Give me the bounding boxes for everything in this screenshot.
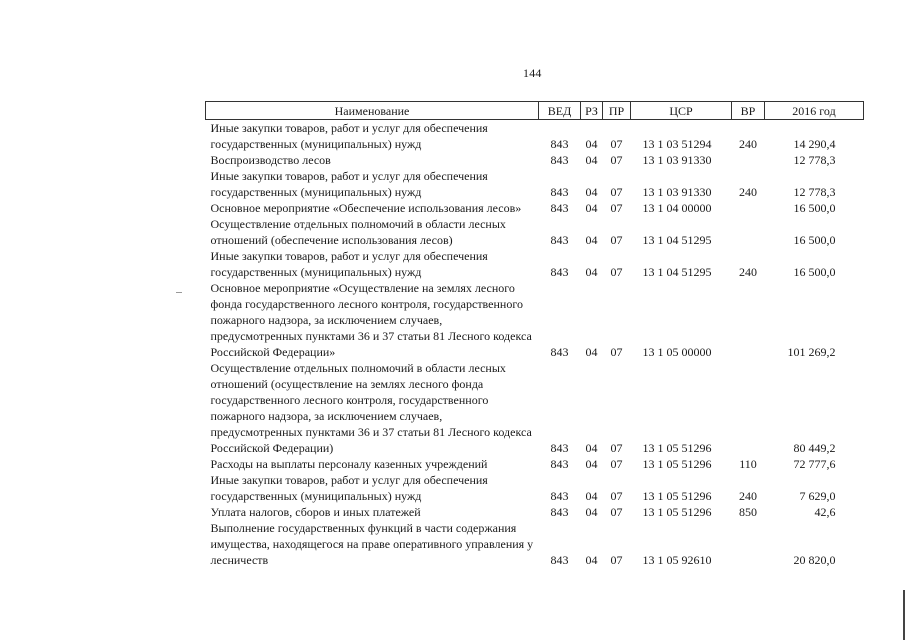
cell-pr: 07 — [610, 201, 623, 215]
cell-ved: 843 — [550, 201, 569, 215]
header-name: Наименование — [206, 102, 539, 120]
header-pr: ПР — [603, 102, 631, 120]
cell-pr: 07 — [610, 233, 623, 247]
cell-sum: 12 778,3 — [793, 153, 836, 167]
table-body — [206, 120, 864, 569]
cell-csr: 13 1 04 51295 — [642, 233, 712, 247]
table-row — [206, 504, 864, 520]
cell-csr: 13 1 05 51296 — [642, 441, 712, 455]
cell-rz: 04 — [585, 233, 598, 247]
cell-sum: 20 820,0 — [793, 553, 836, 567]
table-row — [206, 152, 864, 168]
cell-ved: 843 — [550, 153, 569, 167]
table-row — [206, 120, 864, 153]
cell-csr: 13 1 03 91330 — [642, 153, 712, 167]
cell-ved: 843 — [550, 505, 569, 519]
cell-sum: 16 500,0 — [793, 201, 836, 215]
cell-ved: 843 — [550, 345, 569, 359]
cell-vr — [732, 280, 765, 360]
cell-csr: 13 1 03 51294 — [642, 137, 712, 151]
header-vr: ВР — [732, 102, 765, 120]
cell-name: Иные закупки товаров, работ и услуг для обеспечения государственных (муниципальных) нужд — [210, 249, 488, 279]
cell-sum: 80 449,2 — [793, 441, 836, 455]
cell-name: Воспроизводство лесов — [210, 153, 331, 167]
table-row — [206, 456, 864, 472]
cell-csr: 13 1 04 51295 — [642, 265, 712, 279]
cell-vr: 240 — [739, 185, 757, 199]
cell-csr: 13 1 05 51296 — [642, 457, 712, 471]
cell-csr: 13 1 03 91330 — [642, 185, 712, 199]
cell-pr: 07 — [610, 137, 623, 151]
cell-vr — [732, 520, 765, 568]
cell-vr: 240 — [739, 489, 757, 503]
page-number: 144 — [523, 66, 542, 80]
cell-ved: 843 — [550, 185, 569, 199]
cell-name: Осуществление отдельных полномочий в области лесных отношений (обеспечение использования лесов) — [210, 217, 506, 247]
header-sum: 2016 год — [765, 102, 864, 120]
cell-csr: 13 1 05 92610 — [642, 553, 712, 567]
cell-rz: 04 — [585, 489, 598, 503]
cell-pr: 07 — [610, 553, 623, 567]
header-row — [206, 102, 864, 120]
cell-sum: 7 629,0 — [799, 489, 836, 503]
cell-vr — [732, 200, 765, 216]
table-row — [206, 200, 864, 216]
cell-csr: 13 1 04 00000 — [642, 201, 712, 215]
cell-rz: 04 — [585, 505, 598, 519]
cell-vr — [732, 152, 765, 168]
cell-pr: 07 — [610, 505, 623, 519]
cell-ved: 843 — [550, 265, 569, 279]
cell-csr: 13 1 05 00000 — [642, 345, 712, 359]
cell-name: Уплата налогов, сборов и иных платежей — [210, 505, 421, 519]
cell-name: Выполнение государственных функций в части содержания имущества, находящегося на праве оперативного управления у лесничеств — [210, 521, 534, 567]
cell-ved: 843 — [550, 137, 569, 151]
header-ved: ВЕД — [539, 102, 581, 120]
margin-mark — [176, 292, 182, 293]
table-header — [206, 102, 864, 120]
table-row — [206, 280, 864, 360]
cell-name: Иные закупки товаров, работ и услуг для обеспечения государственных (муниципальных) нужд — [210, 169, 488, 199]
cell-name: Иные закупки товаров, работ и услуг для обеспечения государственных (муниципальных) нужд — [210, 121, 488, 151]
table-row — [206, 360, 864, 456]
cell-name: Иные закупки товаров, работ и услуг для обеспечения государственных (муниципальных) нужд — [210, 473, 488, 503]
cell-name: Осуществление отдельных полномочий в области лесных отношений (осуществление на землях лесного фонда государственного лесного контроля, государственного пожарного надзора, за исключением случаев, предусмотренных пунктами 36 и 37 статьи 81 Лесного кодекса Российской Федерации) — [210, 361, 532, 455]
cell-vr: 240 — [739, 265, 757, 279]
cell-rz: 04 — [585, 201, 598, 215]
cell-sum: 72 777,6 — [793, 457, 836, 471]
cell-csr: 13 1 05 51296 — [642, 505, 712, 519]
header-csr: ЦСР — [631, 102, 732, 120]
cell-vr: 240 — [739, 137, 757, 151]
cell-sum: 16 500,0 — [793, 233, 836, 247]
cell-rz: 04 — [585, 553, 598, 567]
cell-pr: 07 — [610, 457, 623, 471]
cell-rz: 04 — [585, 137, 598, 151]
cell-name: Основное мероприятие «Осуществление на землях лесного фонда государственного лесного контроля, государственного пожарного надзора, за исключением случаев, предусмотренных пунктами 36 и 37 статьи 81 Лесного кодекса Российской Федерации» — [210, 281, 532, 359]
cell-sum: 101 269,2 — [787, 345, 836, 359]
cell-vr: 110 — [739, 457, 757, 471]
table-row — [206, 472, 864, 504]
table-row — [206, 520, 864, 568]
header-rz: РЗ — [581, 102, 603, 120]
cell-pr: 07 — [610, 153, 623, 167]
cell-pr: 07 — [610, 185, 623, 199]
cell-name: Расходы на выплаты персоналу казенных учреждений — [210, 457, 488, 471]
cell-rz: 04 — [585, 265, 598, 279]
cell-sum: 42,6 — [814, 505, 836, 519]
cell-rz: 04 — [585, 457, 598, 471]
cell-vr: 850 — [739, 505, 757, 519]
cell-ved: 843 — [550, 233, 569, 247]
cell-pr: 07 — [610, 441, 623, 455]
cell-ved: 843 — [550, 553, 569, 567]
cell-name: Основное мероприятие «Обеспечение использования лесов» — [210, 201, 522, 215]
cell-sum: 14 290,4 — [793, 137, 836, 151]
table-row — [206, 168, 864, 200]
cell-pr: 07 — [610, 489, 623, 503]
cell-rz: 04 — [585, 153, 598, 167]
cell-ved: 843 — [550, 489, 569, 503]
cell-rz: 04 — [585, 441, 598, 455]
table-row — [206, 248, 864, 280]
cell-pr: 07 — [610, 345, 623, 359]
cell-rz: 04 — [585, 185, 598, 199]
cell-sum: 12 778,3 — [793, 185, 836, 199]
cell-csr: 13 1 05 51296 — [642, 489, 712, 503]
cell-pr: 07 — [610, 265, 623, 279]
cell-sum: 16 500,0 — [793, 265, 836, 279]
table-row — [206, 216, 864, 248]
cell-vr — [732, 360, 765, 456]
cell-rz: 04 — [585, 345, 598, 359]
cell-vr — [732, 216, 765, 248]
cell-ved: 843 — [550, 457, 569, 471]
budget-table — [205, 101, 864, 568]
cell-ved: 843 — [550, 441, 569, 455]
